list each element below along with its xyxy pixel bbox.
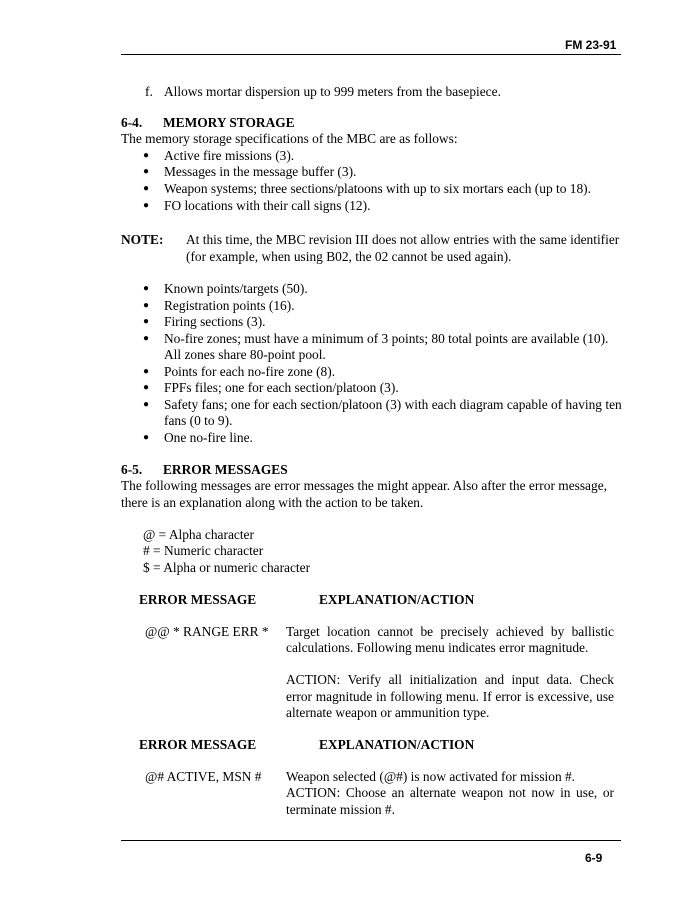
error-message-active-msn: @# ACTIVE, MSN # [145,769,262,784]
storage-bullet-no-fire-zones-cont: All zones share 80-point pool. [164,347,326,362]
storage-bullet-points-per-zone: Points for each no-fire zone (8). [164,364,336,379]
range-err-action-line-1: ACTION: Verify all initialization and input data. Check [286,672,614,687]
memory-bullet-3: Weapon systems; three sections/platoons with up to six mortars each (up to 18). [164,181,591,196]
storage-bullet-firing-sections: Firing sections (3). [164,314,266,329]
section-6-5-title: ERROR MESSAGES [163,462,288,477]
bullet-icon: ● [143,399,150,410]
storage-bullet-no-fire-line: One no-fire line. [164,430,253,445]
legend-alpha: @ = Alpha character [143,527,254,542]
document-code: FM 23-91 [565,38,617,52]
active-msn-action-line-1: ACTION: Choose an alternate weapon not now in use, or [286,785,614,800]
range-err-action-line-2: error magnitude in following menu. If error is excessive, use [286,689,614,704]
page-number: 6-9 [585,851,603,865]
legend-alphanumeric: $ = Alpha or numeric character [143,560,311,575]
section-6-5-number: 6-5. [121,462,143,477]
bullet-icon: ● [143,366,150,377]
storage-bullet-safety-fans-cont: fans (0 to 9). [164,413,233,428]
section-6-4-number: 6-4. [121,115,143,130]
bullet-icon: ● [143,200,150,211]
table-header-error-message: ERROR MESSAGE [139,592,257,607]
range-err-explanation-line-2: calculations. Following menu indicates error magnitude. [286,640,589,655]
note-line-1: At this time, the MBC revision III does not allow entries with the same identifier [186,232,620,247]
bullet-icon: ● [143,183,150,194]
bullet-icon: ● [143,316,150,327]
bullet-icon: ● [143,333,150,344]
header-rule [121,54,621,55]
storage-bullet-safety-fans: Safety fans; one for each section/platoon (3) with each diagram capable of having ten [164,397,622,412]
active-msn-explanation-line-1: Weapon selected (@#) is now activated for mission #. [286,769,576,784]
table-header-explanation: EXPLANATION/ACTION [319,592,475,607]
section-6-5-intro-line-2: there is an explanation along with the action to be taken. [121,495,424,510]
bullet-icon: ● [143,283,150,294]
memory-bullet-4: FO locations with their call signs (12). [164,198,371,213]
section-6-4-intro: The memory storage specifications of the MBC are as follows: [121,131,458,146]
bullet-icon: ● [143,150,150,161]
note-label: NOTE: [121,232,164,247]
storage-bullet-known-points: Known points/targets (50). [164,281,308,296]
active-msn-action-line-2: terminate mission #. [286,802,395,817]
range-err-action-line-3: alternate weapon or ammunition type. [286,705,490,720]
memory-bullet-2: Messages in the message buffer (3). [164,164,357,179]
section-6-4-title: MEMORY STORAGE [163,115,295,130]
footer-rule [121,840,621,841]
bullet-icon: ● [143,300,150,311]
section-6-5-intro-line-1: The following messages are error messages the might appear. Also after the error message, [121,478,607,493]
range-err-explanation-line-1: Target location cannot be precisely achieved by ballistic [286,624,614,639]
bullet-icon: ● [143,432,150,443]
table-header-explanation-2: EXPLANATION/ACTION [319,737,475,752]
legend-numeric: # = Numeric character [143,543,264,558]
item-f-marker: f. [145,84,153,99]
storage-bullet-no-fire-zones: No-fire zones; must have a minimum of 3 points; 80 total points are available (10). [164,331,609,346]
memory-bullet-1: Active fire missions (3). [164,148,295,163]
error-message-range-err: @@ * RANGE ERR * [145,624,269,639]
bullet-icon: ● [143,166,150,177]
bullet-icon: ● [143,382,150,393]
table-header-error-message-2: ERROR MESSAGE [139,737,257,752]
storage-bullet-registration: Registration points (16). [164,298,295,313]
storage-bullet-fpf-files: FPFs files; one for each section/platoon (3). [164,380,399,395]
item-f-text: Allows mortar dispersion up to 999 meters from the basepiece. [164,84,501,99]
note-line-2: (for example, when using B02, the 02 cannot be used again). [186,249,512,264]
